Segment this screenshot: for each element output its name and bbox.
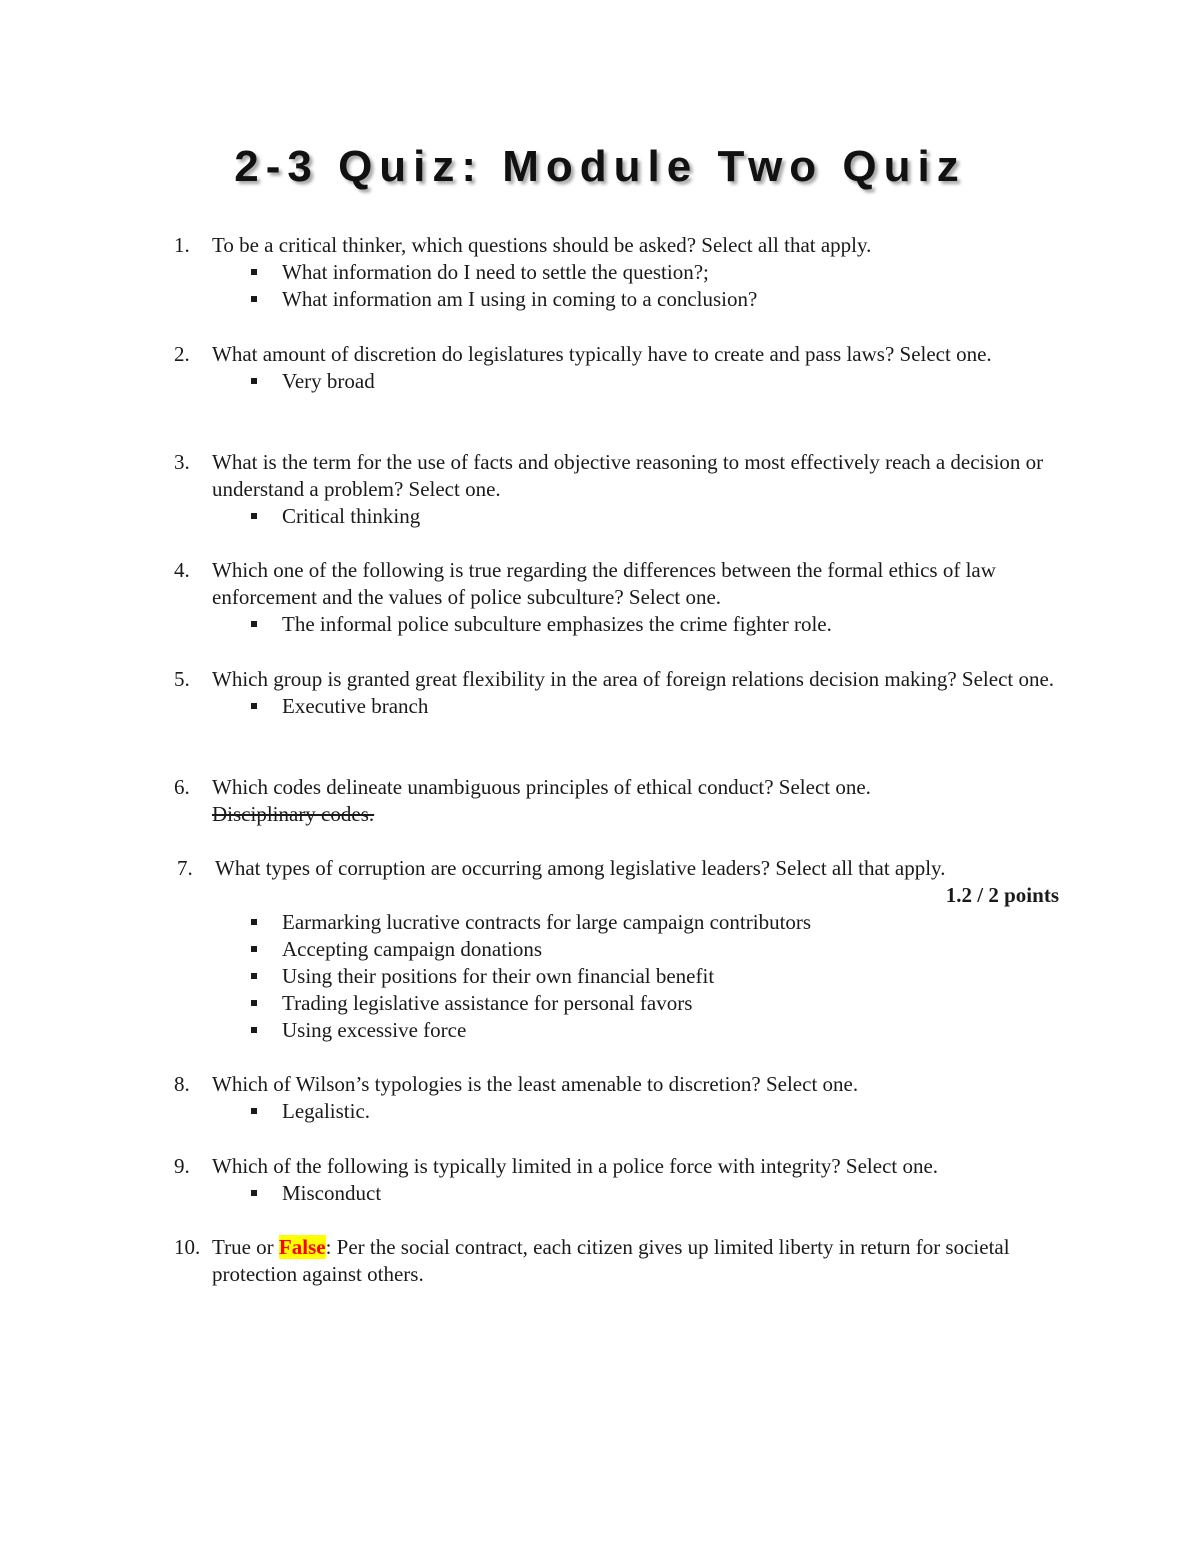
answer-item: What information do I need to settle the question?; (282, 259, 1074, 286)
square-bullet-icon (251, 703, 257, 709)
question-text: What amount of discretion do legislatures typically have to create and pass laws? Select one. (212, 342, 992, 366)
question-2 (174, 341, 1074, 395)
square-bullet-icon (251, 1108, 257, 1114)
question-text: Which one of the following is true regarding the differences between the formal ethics of law enforcement and the values of police subculture? Select one. (212, 558, 996, 609)
question-number: 5. (174, 667, 190, 691)
answer-item: Earmarking lucrative contracts for large campaign contributors (282, 909, 1074, 936)
answer-item: What information am I using in coming to a conclusion? (282, 286, 1074, 313)
page-title: 2-3 Quiz: Module Two Quiz (234, 142, 966, 191)
square-bullet-icon (251, 378, 257, 384)
square-bullet-icon (251, 1027, 257, 1033)
question-number: 1. (174, 233, 190, 257)
question-3 (174, 449, 1074, 530)
question-9 (174, 1153, 1074, 1207)
question-10 (174, 1234, 1074, 1288)
square-bullet-icon (251, 919, 257, 925)
answer-item: Critical thinking (282, 503, 1074, 530)
square-bullet-icon (251, 973, 257, 979)
question-text: What is the term for the use of facts and objective reasoning to most effectively reach a decision or understand a problem? Select one. (212, 450, 1044, 501)
answer-item: Using excessive force (282, 1017, 1074, 1044)
question-text: True or False: Per the social contract, each citizen gives up limited liberty in return for societal protection against others. (212, 1235, 1010, 1286)
question-6 (174, 774, 1074, 828)
answer-item: Executive branch (282, 693, 1074, 720)
answer-item: Misconduct (282, 1180, 1074, 1207)
answer-item: Very broad (282, 368, 1074, 395)
answer-item: Trading legislative assistance for personal favors (282, 990, 1074, 1017)
answer-item: Using their positions for their own financial benefit (282, 963, 1074, 990)
answer-item: Accepting campaign donations (282, 936, 1074, 963)
question-4 (174, 557, 1074, 638)
question-number: 3. (174, 450, 190, 474)
answer-item: Legalistic. (282, 1098, 1074, 1125)
question-number: 6. (174, 775, 190, 799)
question-8 (174, 1071, 1074, 1125)
highlighted-answer: False (278, 1235, 326, 1259)
square-bullet-icon (251, 621, 257, 627)
struck-answer: Disciplinary codes. (212, 802, 375, 826)
question-7 (174, 855, 1074, 1044)
square-bullet-icon (251, 269, 257, 275)
square-bullet-icon (251, 1190, 257, 1196)
question-1 (174, 232, 1074, 313)
question-text: Which of the following is typically limited in a police force with integrity? Select one. (212, 1154, 939, 1178)
question-text: What types of corruption are occurring among legislative leaders? Select all that apply. (215, 856, 946, 880)
question-number: 4. (174, 558, 190, 582)
question-5 (174, 666, 1074, 720)
question-text: To be a critical thinker, which questions should be asked? Select all that apply. (212, 233, 872, 257)
square-bullet-icon (251, 296, 257, 302)
square-bullet-icon (251, 513, 257, 519)
square-bullet-icon (251, 946, 257, 952)
question-number: 10. (174, 1235, 201, 1259)
question-number: 2. (174, 342, 190, 366)
question-text: Which group is granted great flexibility in the area of foreign relations decision making? Select one. (212, 667, 1055, 691)
answer-item: The informal police subculture emphasizes the crime fighter role. (282, 611, 1074, 638)
question-number: 9. (174, 1154, 190, 1178)
question-number: 7. (177, 856, 193, 880)
question-text: Which of Wilson’s typologies is the least amenable to discretion? Select one. (212, 1072, 859, 1096)
question-text: Which codes delineate unambiguous principles of ethical conduct? Select one. (212, 775, 871, 799)
square-bullet-icon (251, 1000, 257, 1006)
points-score: 1.2 / 2 points (945, 883, 1059, 907)
question-number: 8. (174, 1072, 190, 1096)
